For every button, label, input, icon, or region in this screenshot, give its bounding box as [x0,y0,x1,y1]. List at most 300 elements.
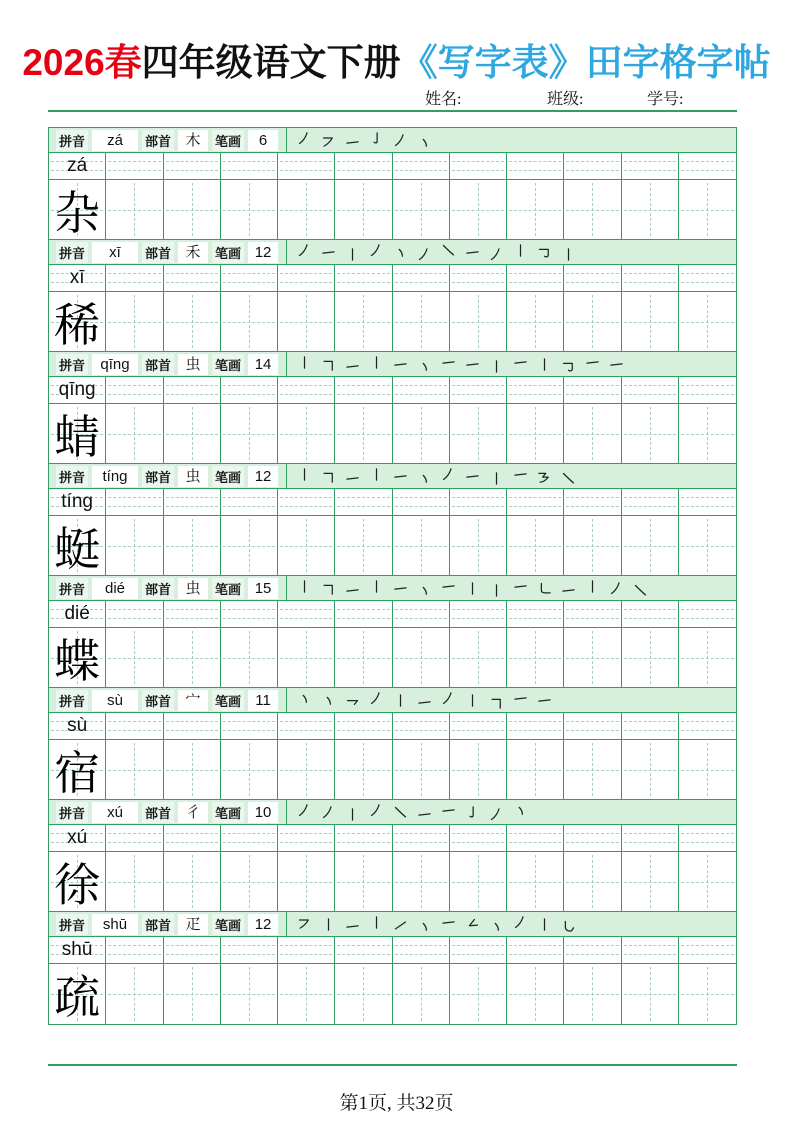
pinyin-blank-cell [679,153,736,179]
char-model-cell [49,628,106,687]
header-divider [286,464,287,488]
heng-stroke-icon [345,359,360,374]
char-block [49,128,736,240]
radical-value: 木 [178,130,208,151]
pinyin-blank-cell [164,825,221,851]
dian-stroke-icon [393,245,408,260]
tianzige-blank-cell [622,516,679,575]
tianzige-blank-cell [221,964,278,1024]
stroke-count-value: 14 [248,354,278,375]
pie-stroke-icon [297,131,312,146]
tianzige-blank-cell [278,292,335,351]
stroke-order-diagram [291,581,648,596]
shu-stroke-icon [321,917,336,932]
tianzige-blank-cell [164,404,221,463]
tianzige-blank-cell [106,628,163,687]
pie-stroke-icon [489,807,504,822]
char-block [49,576,736,688]
pinyin-blank-cell [221,601,278,627]
tianzige-blank-cell [335,852,392,911]
page-title [0,32,793,86]
stroke-order-diagram [291,805,528,820]
pie-stroke-icon [369,243,384,258]
radical-label: 部首 [142,130,174,151]
shu-stroke-icon [393,693,408,708]
pinyin-blank-cell [564,601,621,627]
char-info-header [49,912,736,937]
tianzige-blank-cell [278,740,335,799]
char-practice-row [49,404,736,464]
tianzige-blank-cell [622,404,679,463]
pinyin-blank-cell [278,377,335,403]
dian-stroke-icon [417,471,432,486]
shu-stroke-icon [297,579,312,594]
heng-stroke-icon [465,245,480,260]
pinyin-blank-cell [164,377,221,403]
tianzige-blank-cell [106,292,163,351]
tianzige-blank-cell [106,852,163,911]
tianzige-blank-cell [106,180,163,239]
pinyin-model-text: tíng [61,491,93,512]
tianzige-blank-cell [622,292,679,351]
pinyin-blank-cell [679,377,736,403]
pinyin-blank-cell [393,265,450,291]
tianzige-blank-cell [393,852,450,911]
hengzhegou-stroke-icon [561,359,576,374]
pinyin-blank-cell [221,937,278,963]
tianzige-blank-cell [335,628,392,687]
name-field-label: 姓名: [425,91,462,108]
heng-stroke-icon [441,579,456,594]
header-divider [286,128,287,152]
char-practice-row [49,628,736,688]
pinyin-label: 拼音 [56,914,88,935]
shu-stroke-icon [465,581,480,596]
pinyin-model-text: xú [67,827,88,848]
stroke-order-diagram [291,917,576,932]
tianzige-blank-cell [106,516,163,575]
header-divider [286,352,287,376]
radical-label: 部首 [142,466,174,487]
hengzhe-stroke-icon [321,581,336,596]
tianzige-blank-cell [450,628,507,687]
tianzige-blank-cell [564,516,621,575]
dian-stroke-icon [417,359,432,374]
pinyin-blank-cell [106,601,163,627]
pinyin-blank-cell [335,153,392,179]
tianzige-blank-cell [393,404,450,463]
pinyin-blank-cell [221,489,278,515]
char-info-header [49,128,736,153]
pinyin-blank-cell [450,489,507,515]
pinyin-blank-cell [221,153,278,179]
pie-stroke-icon [369,691,384,706]
pinyin-blank-cell [393,153,450,179]
shu-stroke-icon [465,693,480,708]
pinyin-practice-row [49,489,736,516]
stroke-order-diagram [291,469,576,484]
pinyin-blank-cell [679,265,736,291]
pinyin-blank-cell [507,153,564,179]
shu-stroke-icon [489,583,504,598]
pinyin-blank-cell [106,153,163,179]
pinyin-blank-cell [278,601,335,627]
tianzige-blank-cell [335,180,392,239]
pinyin-blank-cell [507,937,564,963]
pinyin-blank-cell [622,377,679,403]
tianzige-blank-cell [564,852,621,911]
shu-stroke-icon [345,247,360,262]
pinyin-blank-cell [335,377,392,403]
tianzige-blank-cell [335,740,392,799]
char-practice-row [49,516,736,576]
pinyin-blank-cell [450,153,507,179]
shu-stroke-icon [369,355,384,370]
shu-stroke-icon [489,359,504,374]
pinyin-blank-cell [393,377,450,403]
pinyin-practice-row [49,377,736,404]
char-model-cell [49,740,106,799]
char-practice-row [49,964,736,1024]
pinyin-practice-row [49,937,736,964]
radical-value: 疋 [178,914,208,935]
pinyin-blank-cell [450,825,507,851]
tianzige-blank-cell [507,964,564,1024]
header-divider [286,576,287,600]
pie-stroke-icon [609,581,624,596]
shu-stroke-icon [369,579,384,594]
radical-value: 禾 [178,242,208,263]
pinyin-blank-cell [221,265,278,291]
tianzige-blank-cell [507,516,564,575]
header-divider [286,688,287,712]
heng-stroke-icon [465,357,480,372]
tianzige-blank-cell [278,516,335,575]
pinyin-blank-cell [679,713,736,739]
stroke-count-label: 笔画 [212,578,244,599]
pinyin-blank-cell [106,265,163,291]
tianzige-blank-cell [450,516,507,575]
piezhe-stroke-icon [465,917,480,932]
heng-stroke-icon [513,691,528,706]
tianzige-blank-cell [507,852,564,911]
tianzige-blank-cell [679,404,736,463]
pinyin-blank-cell [622,713,679,739]
pie-stroke-icon [417,247,432,262]
pinyin-practice-row [49,825,736,852]
page-number-footer: 第1页, 共32页 [339,1093,454,1114]
pinyin-model-text: xī [69,267,85,288]
char-model-text: 蜻 [54,411,101,463]
stroke-count-label: 笔画 [212,354,244,375]
tianzige-blank-cell [622,628,679,687]
pinyin-practice-row [49,713,736,740]
heng-stroke-icon [441,803,456,818]
tianzige-blank-cell [164,628,221,687]
tianzige-blank-cell [679,516,736,575]
shuwangou-stroke-icon [561,919,576,934]
pinyin-blank-cell [450,377,507,403]
tianzige-blank-cell [450,292,507,351]
student-info-line [0,86,793,108]
pinyin-model-cell [49,153,106,179]
tianzige-blank-cell [679,852,736,911]
bottom-divider-rule [48,1064,737,1066]
tianzige-blank-cell [393,292,450,351]
pinyin-blank-cell [507,713,564,739]
dian-stroke-icon [489,919,504,934]
pinyin-model-text: sù [67,715,88,736]
tianzige-blank-cell [393,740,450,799]
pinyin-blank-cell [164,489,221,515]
tianzige-blank-cell [278,628,335,687]
tianzige-blank-cell [278,180,335,239]
tianzige-blank-cell [164,964,221,1024]
na-stroke-icon [561,471,576,486]
pinyin-blank-cell [450,937,507,963]
na-stroke-icon [441,243,456,258]
dian-stroke-icon [417,919,432,934]
char-practice-row [49,740,736,800]
tianzige-blank-cell [507,628,564,687]
tianzige-blank-cell [450,852,507,911]
pinyin-blank-cell [221,825,278,851]
pinyin-value: xī [92,242,138,263]
top-divider-rule [48,110,737,112]
char-model-cell [49,852,106,911]
pie-stroke-icon [441,691,456,706]
char-info-header [49,240,736,265]
tianzige-blank-cell [221,180,278,239]
pinyin-blank-cell [335,489,392,515]
tianzige-blank-cell [164,852,221,911]
tianzige-blank-cell [221,516,278,575]
dian-stroke-icon [321,693,336,708]
heng-stroke-icon [513,579,528,594]
header-divider [286,240,287,264]
pinyin-model-cell [49,713,106,739]
shu-stroke-icon [369,467,384,482]
pinyin-blank-cell [450,601,507,627]
tianzige-blank-cell [106,740,163,799]
pinyin-value: qīng [92,354,138,375]
char-block [49,800,736,912]
tianzige-blank-cell [164,180,221,239]
stroke-count-value: 6 [248,130,278,151]
pie-stroke-icon [297,803,312,818]
heng-stroke-icon [561,583,576,598]
pinyin-blank-cell [564,937,621,963]
tianzige-blank-cell [278,964,335,1024]
pinyin-practice-row [49,265,736,292]
pinyin-model-cell [49,937,106,963]
pinyin-blank-cell [278,265,335,291]
pinyin-blank-cell [393,713,450,739]
tianzige-blank-cell [450,964,507,1024]
tianzige-blank-cell [450,740,507,799]
pinyin-blank-cell [679,601,736,627]
tianzige-blank-cell [221,852,278,911]
char-practice-row [49,292,736,352]
stroke-count-label: 笔画 [212,802,244,823]
heng-stroke-icon [513,467,528,482]
pinyin-label: 拼音 [56,466,88,487]
pinyin-blank-cell [221,713,278,739]
tianzige-blank-cell [164,516,221,575]
pinyin-blank-cell [393,489,450,515]
pinyin-blank-cell [507,265,564,291]
radical-value: 虫 [178,354,208,375]
tianzige-blank-cell [679,180,736,239]
tianzige-blank-cell [164,740,221,799]
tianzige-blank-cell [564,964,621,1024]
pinyin-label: 拼音 [56,690,88,711]
char-model-text: 蜓 [54,523,101,575]
tianzige-blank-cell [393,180,450,239]
tianzige-blank-cell [335,292,392,351]
hengpie-stroke-icon [297,915,312,930]
shu-stroke-icon [297,355,312,370]
class-field-label: 班级: [547,91,584,108]
tianzige-blank-cell [507,404,564,463]
hengzhe-stroke-icon [321,469,336,484]
stroke-order-diagram [291,133,432,148]
tianzige-blank-cell [450,404,507,463]
tianzige-blank-cell [564,292,621,351]
tianzige-blank-cell [335,404,392,463]
tianzige-blank-cell [679,740,736,799]
header-divider [286,912,287,936]
pinyin-label: 拼音 [56,130,88,151]
pinyin-blank-cell [450,265,507,291]
pinyin-blank-cell [622,937,679,963]
pinyin-blank-cell [106,825,163,851]
tianzige-blank-cell [679,292,736,351]
pinyin-blank-cell [106,377,163,403]
shu-stroke-icon [489,471,504,486]
tianzige-blank-cell [450,180,507,239]
char-model-cell [49,516,106,575]
tianzige-blank-cell [278,852,335,911]
pinyin-blank-cell [335,825,392,851]
stroke-count-label: 笔画 [212,130,244,151]
radical-label: 部首 [142,578,174,599]
tianzige-blank-cell [393,516,450,575]
tianzige-blank-cell [679,964,736,1024]
heng-stroke-icon [345,135,360,150]
tianzige-blank-cell [278,404,335,463]
tianzige-blank-cell [221,404,278,463]
stroke-count-value: 12 [248,914,278,935]
dian-stroke-icon [297,691,312,706]
heng-stroke-icon [321,245,336,260]
shugou-stroke-icon [465,805,480,820]
pie-stroke-icon [513,915,528,930]
pinyin-blank-cell [335,601,392,627]
tianzige-blank-cell [507,740,564,799]
radical-value: 宀 [178,690,208,711]
na-stroke-icon [633,583,648,598]
heng-stroke-icon [465,469,480,484]
char-model-cell [49,964,106,1024]
stroke-count-label: 笔画 [212,690,244,711]
stroke-order-diagram [291,245,576,260]
heng-stroke-icon [441,355,456,370]
radical-label: 部首 [142,690,174,711]
stroke-order-diagram [291,693,552,708]
char-block [49,464,736,576]
tianzige-blank-cell [564,628,621,687]
char-model-text: 蝶 [54,635,101,687]
title-book-part: 《写字表》田字格字帖 [400,42,771,83]
pinyin-blank-cell [164,713,221,739]
pinyin-blank-cell [335,713,392,739]
pinyin-model-text: qīng [58,379,96,400]
shu-stroke-icon [537,917,552,932]
tianzige-blank-cell [106,404,163,463]
shu-stroke-icon [345,807,360,822]
pinyin-blank-cell [164,601,221,627]
stroke-count-value: 12 [248,242,278,263]
heng-stroke-icon [537,693,552,708]
pinyin-model-text: shū [61,939,93,960]
pinyin-blank-cell [622,153,679,179]
heng-stroke-icon [585,355,600,370]
stroke-count-label: 笔画 [212,914,244,935]
char-info-header [49,352,736,377]
heng-stroke-icon [513,355,528,370]
pinyin-blank-cell [564,265,621,291]
practice-grid-table [48,127,737,1025]
stroke-order-diagram [291,357,624,372]
stroke-count-value: 12 [248,466,278,487]
stroke-count-label: 笔画 [212,466,244,487]
pinyin-model-cell [49,265,106,291]
tianzige-blank-cell [335,964,392,1024]
heng-stroke-icon [345,919,360,934]
shu-stroke-icon [585,579,600,594]
dian-stroke-icon [513,803,528,818]
heng-stroke-icon [393,357,408,372]
char-info-header [49,800,736,825]
henggou-stroke-icon [345,695,360,710]
shu-stroke-icon [561,247,576,262]
pinyin-blank-cell [278,713,335,739]
pinyin-blank-cell [393,601,450,627]
pinyin-blank-cell [278,153,335,179]
pinyin-blank-cell [393,825,450,851]
dian-stroke-icon [417,583,432,598]
pinyin-blank-cell [679,937,736,963]
tianzige-blank-cell [564,740,621,799]
ti-stroke-icon [393,917,408,932]
pinyin-blank-cell [164,937,221,963]
heng-stroke-icon [345,471,360,486]
pie-stroke-icon [393,133,408,148]
shu-stroke-icon [537,357,552,372]
char-model-text: 徐 [54,859,101,911]
tianzige-blank-cell [564,180,621,239]
pinyin-label: 拼音 [56,354,88,375]
char-practice-row [49,852,736,912]
hengpie-stroke-icon [321,133,336,148]
student-id-field-label: 学号: [647,91,684,108]
pinyin-value: tíng [92,466,138,487]
hengzhe-stroke-icon [321,357,336,372]
pinyin-blank-cell [622,265,679,291]
pinyin-blank-cell [106,713,163,739]
heng-stroke-icon [417,695,432,710]
